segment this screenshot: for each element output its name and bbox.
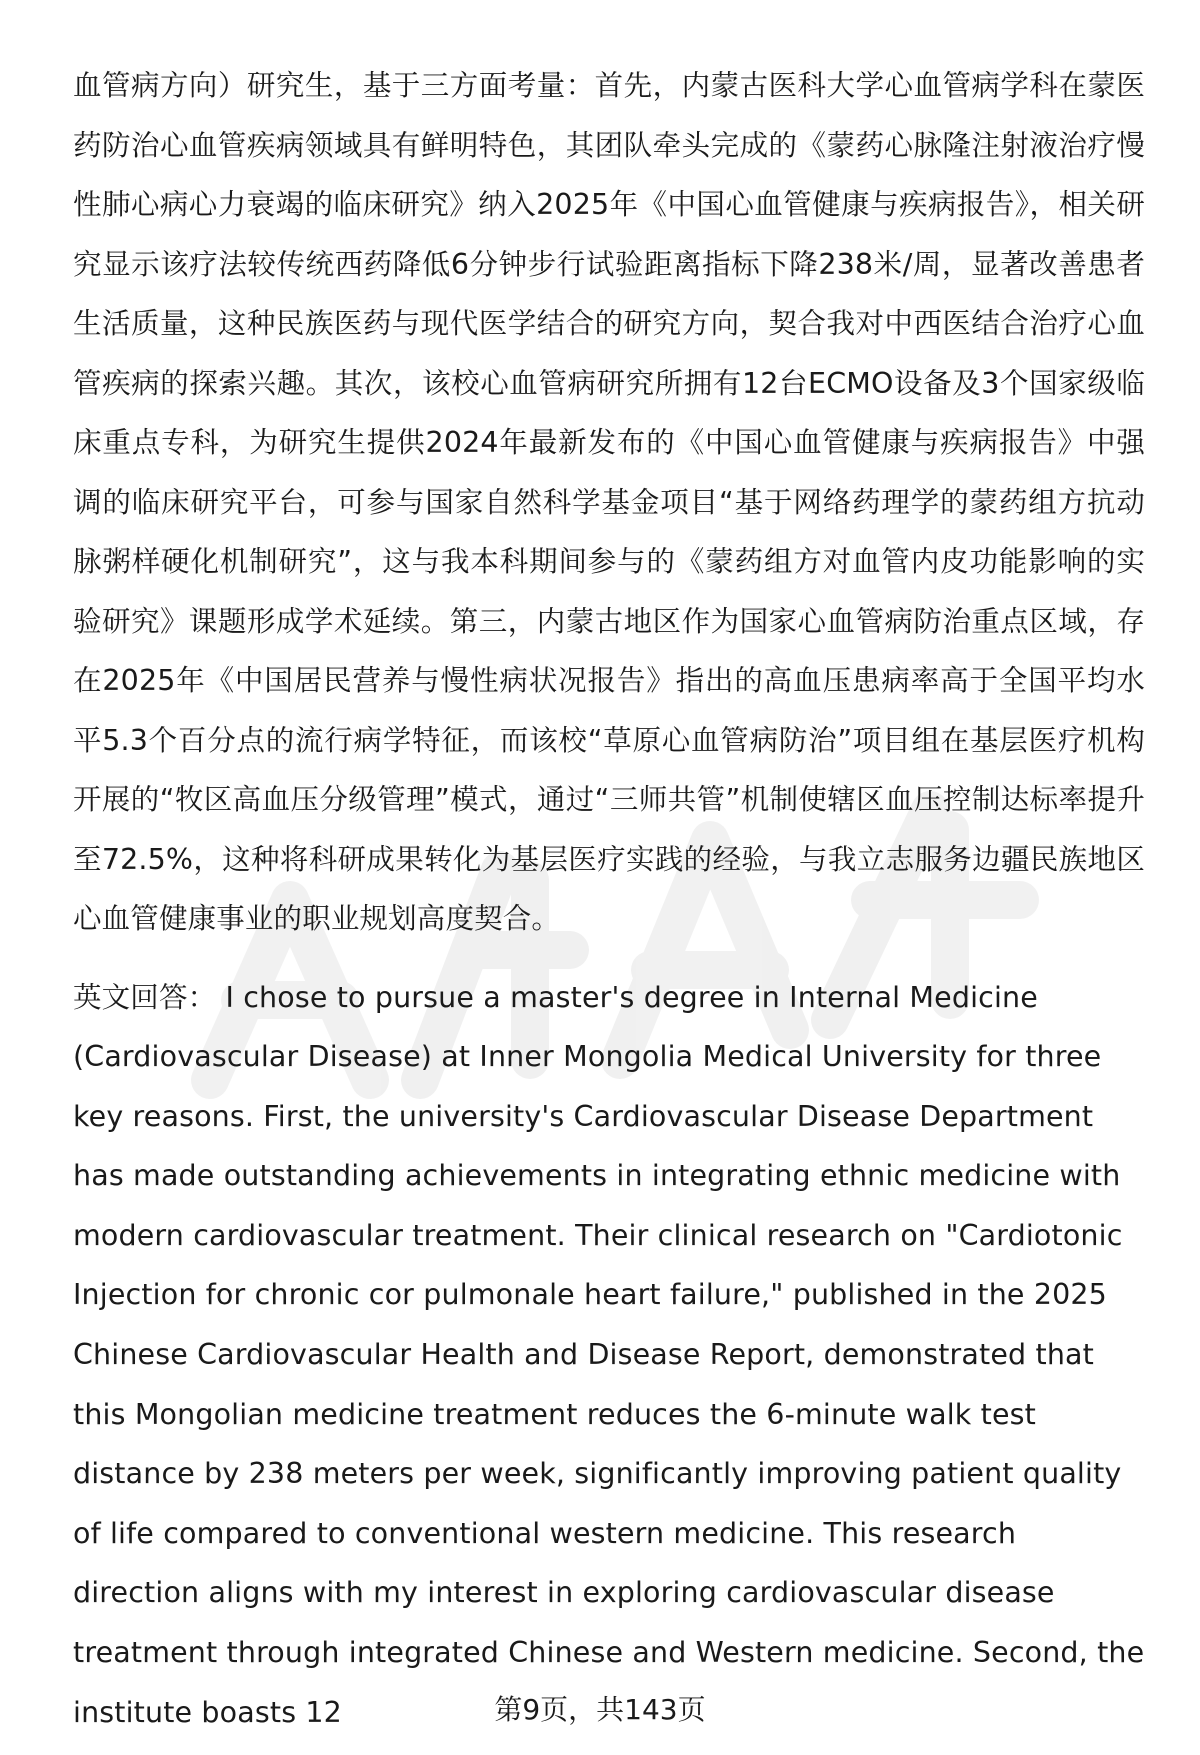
chinese-paragraph: 血管病方向）研究生，基于三方面考量：首先，内蒙古医科大学心血管病学科在蒙医药防治心血管疾病领域具有鲜明特色，其团队牵头完成的《蒙药心脉隆注射液治疗慢性肺心病心力衰竭的临床研究》纳入2025年《中国心血管健康与疾病报告》，相关研究显示该疗法较传统西药降低6分钟步行试验距离指标下降238米/周，显著改善患者生活质量，这种民族医药与现代医学结合的研究方向，契合我对中西医结合治疗心血管疾病的探索兴趣。其次，该校心血管病研究所拥有12台ECMO设备及3个国家级临床重点专科，为研究生提供2024年最新发布的《中国心血管健康与疾病报告》中强调的临床研究平台，可参与国家自然科学基金项目“基于网络药理学的蒙药组方抗动脉粥样硬化机制研究”，这与我本科期间参与的《蒙药组方对血管内皮功能影响的实验研究》课题形成学术延续。第三，内蒙古地区作为国家心血管病防治重点区域，存在2025年《中国居民营养与慢性病状况报告》指出的高血压患病率高于全国平均水平5.3个百分点的流行病学特征，而该校“草原心血管病防治”项目组在基层医疗机构开展的“牧区高血压分级管理”模式，通过“三师共管”机制使辖区血压控制达标率提升至72.5%，这种将科研成果转化为基层医疗实践的经验，与我立志服务边疆民族地区心血管健康事业的职业规划高度契合。 — [73, 69, 1145, 935]
document-body — [73, 56, 1145, 1742]
english-answer-paragraph: 英文回答： I chose to pursue a master's degree in Internal Medicine (Cardiovascular Disease) at Inner Mongolia Medical University for three key reasons. First, the university's Cardiovascular Disease Department has made outstanding achievements in integrating ethnic medicine with modern cardiovascular treatment. Their clinical research on "Cardiotonic Injection for chronic cor pulmonale heart failure," published in the 2025 Chinese Cardiovascular Health and Disease Report, demonstrated that this Mongolian medicine treatment reduces the 6-minute walk test distance by 238 meters per week, significantly improving patient quality of life compared to conventional western medicine. This research direction aligns with my interest in exploring cardiovascular disease treatment through integrated Chinese and Western medicine. Second, the institute boasts 12 — [73, 980, 1145, 1729]
page-number-footer: 第9页，共143页 — [494, 1693, 706, 1726]
